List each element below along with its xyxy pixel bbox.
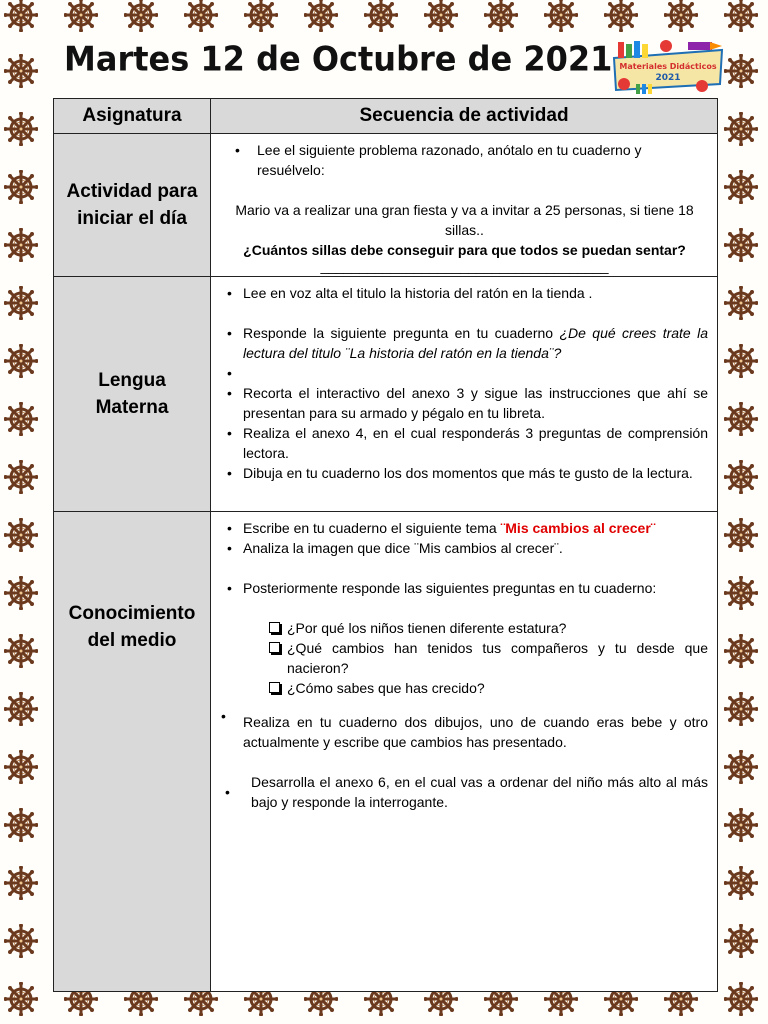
table-row [54,512,718,992]
list-item: • [227,365,232,381]
list-item: • Realiza en tu cuaderno dos dibujos, uno de cuando eras bebe y otro actualmente y escribe que cambios has presentado. [221,708,708,750]
subject-cell: Actividad para iniciar el día [54,134,211,277]
ship-wheel-icon [664,0,698,32]
ship-wheel-icon [724,576,758,610]
problem-text: Mario va a realizar una gran fiesta y va a invitar a 25 personas, si tiene 18 sillas.. [235,202,694,238]
subject-cell: Conocimiento del medio [54,512,211,992]
ship-wheel-icon [724,0,758,32]
ship-wheel-icon [544,0,578,32]
checklist-item: ¿Qué cambios han tenidos tus compañeros y tu desde que nacieron? [269,638,708,678]
list-item: • Recorta el interactivo del anexo 3 y sigue las instrucciones que ahí se presentan para su armado y pégalo en tu libreta. [227,385,708,421]
list-item: • Desarrolla el anexo 6, en el cual vas a ordenar del niño más alto al más bajo y responde la interrogante. [225,774,708,810]
ship-wheel-icon [724,866,758,900]
list-item: • Lee en voz alta el titulo la historia del ratón en la tienda . [227,285,593,301]
ship-wheel-icon [424,0,458,32]
ship-wheel-icon [4,460,38,494]
subject-cell: Lengua Materna [54,277,211,512]
ship-wheel-icon [724,750,758,784]
column-header-subject: Asignatura [54,99,211,134]
answer-line: _____________________________________ [320,258,609,274]
ship-wheel-icon [724,982,758,1016]
problem-question: ¿Cuántos sillas debe conseguir para que todos se puedan sentar? [243,242,686,258]
activity-cell [211,512,718,992]
checklist-item: ¿Cómo sabes que has crecido? [269,678,708,698]
ship-wheel-icon [4,692,38,726]
column-header-activity: Secuencia de actividad [211,99,718,134]
svg-text:2021: 2021 [655,73,681,83]
ship-wheel-icon [724,228,758,262]
ship-wheel-icon [4,982,38,1016]
ship-wheel-icon [4,112,38,146]
activity-cell [211,277,718,512]
ship-wheel-icon [4,750,38,784]
checklist-item: ¿Por qué los niños tienen diferente estatura? [269,618,708,638]
checkbox-icon [269,618,287,638]
ship-wheel-icon [64,0,98,32]
table-header-row [54,99,718,134]
ship-wheel-icon [724,344,758,378]
ship-wheel-icon [724,286,758,320]
ship-wheel-icon [484,0,518,32]
ship-wheel-icon [4,54,38,88]
ship-wheel-icon [4,808,38,842]
checkbox-icon [269,678,287,698]
ship-wheel-icon [4,576,38,610]
ship-wheel-icon [4,402,38,436]
ship-wheel-icon [724,692,758,726]
list-item: • Dibuja en tu cuaderno los dos momentos que más te gusto de la lectura. [227,465,693,481]
ship-wheel-icon [724,634,758,668]
ship-wheel-icon [4,170,38,204]
materiales-logo [610,38,726,96]
ship-wheel-icon [4,0,38,32]
ship-wheel-icon [4,344,38,378]
list-item: • Posteriormente responde las siguientes preguntas en tu cuaderno: [227,580,657,596]
ship-wheel-icon [724,808,758,842]
svg-text:Materiales Didácticos: Materiales Didácticos [619,62,717,71]
list-item: • Lee el siguiente problema razonado, anótalo en tu cuaderno y resuélvelo: [235,142,642,178]
ship-wheel-icon [4,924,38,958]
ship-wheel-icon [724,112,758,146]
checkbox-icon [269,638,287,678]
activity-cell [211,134,718,277]
ship-wheel-icon [724,518,758,552]
ship-wheel-icon [724,402,758,436]
table-row [54,134,718,277]
ship-wheel-icon [124,0,158,32]
ship-wheel-icon [724,170,758,204]
table-row [54,277,718,512]
ship-wheel-icon [4,518,38,552]
ship-wheel-icon [304,0,338,32]
ship-wheel-icon [724,54,758,88]
ship-wheel-icon [184,0,218,32]
ship-wheel-icon [4,634,38,668]
ship-wheel-icon [604,0,638,32]
page-title: Martes 12 de Octubre de 2021 [64,39,613,79]
list-item: • Analiza la imagen que dice ¨Mis cambios al crecer¨. [227,540,563,556]
ship-wheel-icon [4,866,38,900]
ship-wheel-icon [244,0,278,32]
list-item: • Realiza el anexo 4, en el cual responderás 3 preguntas de comprensión lectora. [227,425,708,461]
ship-wheel-icon [724,460,758,494]
ship-wheel-icon [4,228,38,262]
activity-table [53,98,718,992]
list-item: • Escribe en tu cuaderno el siguiente tema ¨Mis cambios al crecer¨ [227,520,656,536]
list-item: • Responde la siguiente pregunta en tu cuaderno ¿De qué crees trate la lectura del titulo ¨La historia del ratón en la tienda¨? [227,325,708,361]
ship-wheel-icon [4,286,38,320]
ship-wheel-icon [724,924,758,958]
ship-wheel-icon [364,0,398,32]
